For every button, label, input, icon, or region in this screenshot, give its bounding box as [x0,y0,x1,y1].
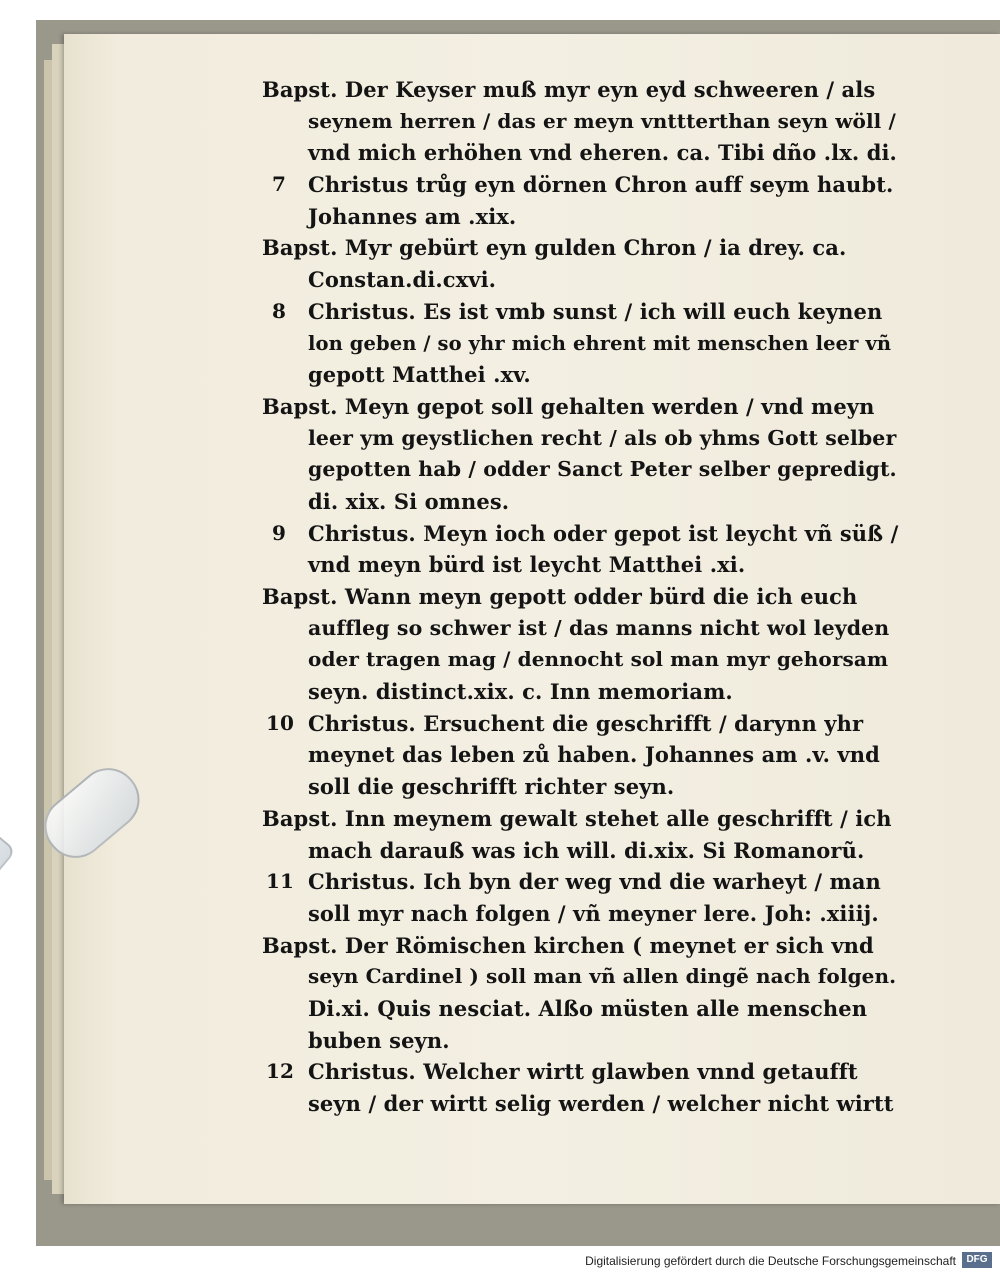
paragraph-number: 8 [272,298,287,323]
paragraph-number: 10 [266,710,295,735]
text-line: 11 Christus. Ich byn der weg vnd die warheyt / man [262,866,902,898]
text-line: buben seyn. [308,1027,450,1053]
text-line: gepotten hab / odder Sanct Peter selber gepredigt. [308,457,897,482]
paragraph-number: 9 [272,520,287,545]
text-line: 12 Christus. Welcher wirtt glawben vnnd getaufft [262,1056,902,1088]
text-line: Bapst. Meyn gepot soll gehalten werden / vnd meyn [262,393,875,419]
glass-page-weight [0,809,17,999]
text-line: 9 Christus. Meyn ioch oder gepot ist leycht vñ süß / [262,518,902,550]
text-line: Bapst. Der Römischen kirchen ( meynet er sich vnd [262,932,874,958]
text-line: soll myr nach folgen / vñ meyner lere. Joh: .xiiij. [308,900,879,926]
text-line: di. xix. Si omnes. [308,488,510,514]
text-line: vnd mich erhöhen vnd eheren. ca. Tibi dño .lx. di. [308,140,897,166]
text-line: Constan.di.cxvi. [308,267,497,293]
text-line: meynet das leben zů haben. Johannes am .v. vnd [308,742,880,768]
paragraph-number: 7 [272,172,287,197]
text-line: Bapst. Der Keyser muß myr eyn eyd schweeren / als [262,77,876,102]
text-line: 8 Christus. Es ist vmb sunst / ich will euch keynen [262,296,902,328]
text-line: Di.xi. Quis nesciat. Alßo müsten alle menschen [308,995,868,1021]
text-line: Bapst. Myr gebürt eyn gulden Chron / ia drey. ca. [262,235,847,261]
text-line: vnd meyn bürd ist leycht Matthei .xi. [308,552,746,578]
text-line: 10 Christus. Ersuchent die geschrifft / darynn yhr [262,708,902,740]
text-line: mach darauß was ich will. di.xix. Si Romanorũ. [308,837,865,863]
text-line: lon geben / so yhr mich ehrent mit menschen leer vñ [308,331,892,355]
text-line: Johannes am .xix. [308,203,517,229]
text-line: leer ym geystlichen recht / als ob yhms Gott selber [308,425,897,450]
text-line: soll die geschrifft richter seyn. [308,774,675,800]
text-line: seynem herren / das er meyn vnttterthan seyn wöll / [308,108,896,133]
dfg-logo-icon: DFG [962,1252,992,1268]
text-line: 7 Christus trůg eyn dörnen Chron auff seym haubt. [262,169,902,201]
paragraph-number: 11 [266,869,295,894]
text-line: oder tragen mag / dennocht sol man myr gehorsam [308,647,889,672]
text-line: seyn. distinct.xix. c. Inn memoriam. [308,679,733,705]
text-line: Bapst. Inn meynem gewalt stehet alle geschrifft / ich [262,805,892,831]
page-text [262,74,902,1120]
text-line: seyn Cardinel ) soll man vñ allen dingẽ nach folgen. [308,964,897,989]
text-line: seyn / der wirtt selig werden / welcher nicht wirtt [308,1091,894,1116]
paragraph-number: 12 [266,1059,295,1084]
text-line: auffleg so schwer ist / das manns nicht wol leyden [308,615,890,640]
funding-credit: Digitalisierung gefördert durch die Deutsche Forschungsgemeinschaft [585,1254,956,1268]
text-line: gepott Matthei .xv. [308,362,531,388]
footer-bar [0,1246,1000,1277]
text-line: Bapst. Wann meyn gepott odder bürd die ich euch [262,584,858,609]
